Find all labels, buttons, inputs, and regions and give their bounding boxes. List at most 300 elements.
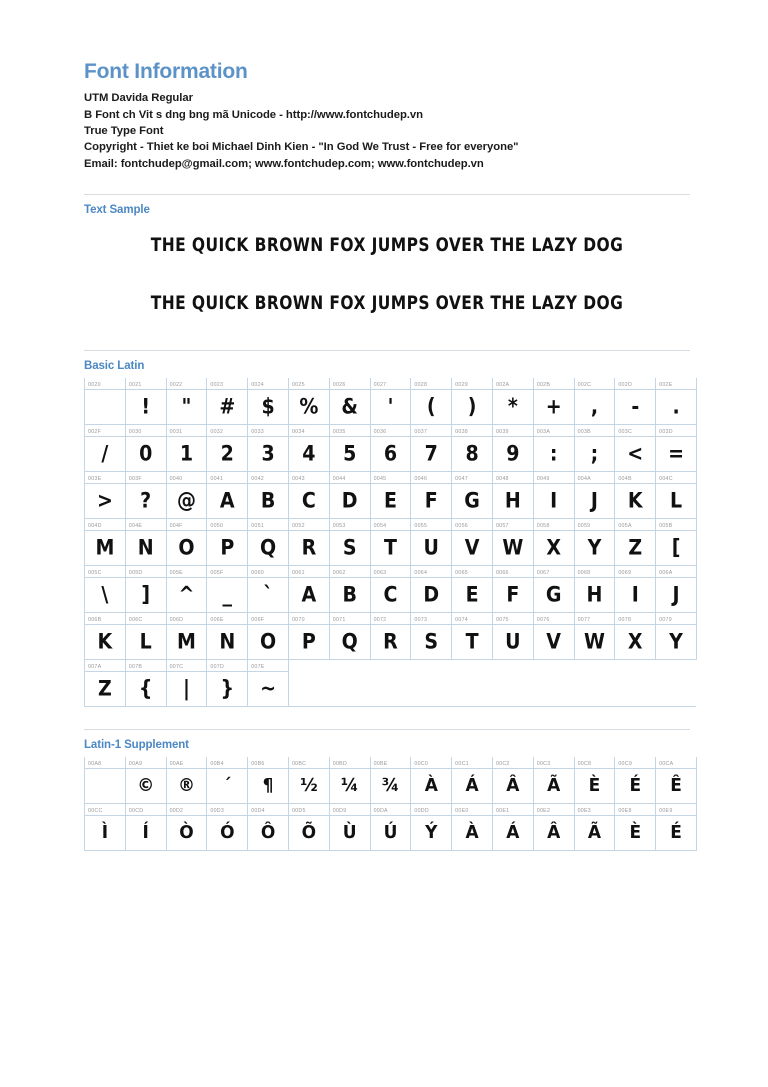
glyph-cell[interactable] — [574, 519, 615, 566]
glyph-character: À — [424, 775, 438, 797]
glyph-character: Â — [547, 822, 561, 844]
glyph-character: ¾ — [381, 775, 400, 797]
glyph-character: ~ — [260, 676, 277, 701]
glyph-cell[interactable] — [248, 378, 289, 425]
glyph-character: N — [137, 535, 154, 560]
text-sample-list — [84, 220, 690, 346]
glyph-cell[interactable] — [125, 613, 166, 660]
glyph-cell[interactable] — [207, 660, 248, 707]
glyph-cell[interactable] — [166, 660, 207, 707]
glyph-cell[interactable] — [370, 425, 411, 472]
glyph-codepoint: 0043 — [291, 476, 305, 483]
glyph-codepoint: 00C8 — [577, 761, 592, 768]
glyph-cell[interactable] — [656, 566, 697, 613]
glyph-cell[interactable] — [166, 566, 207, 613]
glyph-character: Á — [465, 775, 479, 797]
glyph-codepoint: 0056 — [455, 523, 468, 530]
glyph-character: G — [464, 488, 480, 513]
glyph-cell[interactable] — [492, 757, 533, 804]
glyph-character: 7 — [424, 441, 438, 466]
glyph-cell[interactable] — [248, 472, 289, 519]
glyph-cell[interactable] — [125, 519, 166, 566]
glyph-codepoint: 0034 — [291, 429, 305, 436]
glyph-character: , — [590, 394, 599, 419]
text-sample-line: THE QUICK BROWN FOX JUMPS OVER THE LAZY DOG — [150, 234, 624, 256]
glyph-cell[interactable] — [288, 519, 329, 566]
glyph-character: Ò — [179, 822, 194, 844]
font-metadata-list — [84, 90, 690, 172]
glyph-cell[interactable] — [248, 519, 289, 566]
glyph-codepoint: 0031 — [169, 429, 183, 436]
glyph-character: { — [138, 676, 153, 701]
glyph-codepoint: 006D — [169, 617, 184, 624]
glyph-codepoint: 0041 — [210, 476, 224, 483]
glyph-character: # — [219, 394, 236, 419]
glyph-codepoint: 003F — [128, 476, 142, 483]
glyph-character: Ý — [425, 822, 438, 844]
glyph-cell[interactable] — [329, 472, 370, 519]
glyph-cell[interactable] — [615, 472, 656, 519]
glyph-cell[interactable] — [533, 472, 574, 519]
glyph-character: F — [506, 582, 520, 607]
glyph-cell[interactable] — [125, 804, 166, 851]
glyph-cell[interactable] — [329, 425, 370, 472]
glyph-codepoint: 0051 — [251, 523, 264, 530]
glyph-codepoint: 0061 — [291, 570, 305, 577]
glyph-cell[interactable] — [492, 566, 533, 613]
font-metadata-line: Copyright - Thiet ke boi Michael Dinh Kien - "In God We Trust - Free for everyone" — [84, 141, 519, 154]
glyph-codepoint: 006F — [251, 617, 265, 624]
glyph-character: J — [590, 488, 598, 513]
glyph-character: W — [583, 629, 605, 654]
glyph-codepoint: 00E1 — [495, 808, 510, 815]
glyph-character: V — [464, 535, 480, 560]
section-latin1-supplement — [84, 729, 690, 851]
glyph-character: A — [301, 582, 317, 607]
glyph-cell[interactable] — [411, 757, 452, 804]
glyph-character: L — [670, 488, 683, 513]
glyph-codepoint: 00D4 — [251, 808, 265, 815]
glyph-cell[interactable] — [574, 757, 615, 804]
glyph-codepoint: 005A — [618, 523, 632, 530]
glyph-character: ] — [141, 582, 151, 607]
glyph-codepoint: 0023 — [210, 382, 224, 389]
glyph-character: S — [342, 535, 357, 560]
glyph-cell[interactable] — [207, 472, 248, 519]
glyph-character: & — [341, 394, 358, 419]
glyph-character: ' — [387, 394, 394, 419]
glyph-cell[interactable] — [574, 378, 615, 425]
glyph-character: T — [383, 535, 397, 560]
glyph-cell[interactable] — [574, 472, 615, 519]
glyph-character: Í — [142, 822, 149, 844]
glyph-character: 2 — [220, 441, 234, 466]
glyph-cell[interactable] — [370, 613, 411, 660]
glyph-codepoint: 0065 — [455, 570, 468, 577]
glyph-cell[interactable] — [207, 378, 248, 425]
glyph-cell[interactable] — [452, 519, 493, 566]
glyph-codepoint: 0077 — [577, 617, 591, 624]
glyph-cell[interactable] — [492, 472, 533, 519]
glyph-codepoint: 0068 — [577, 570, 591, 577]
glyph-cell[interactable] — [411, 378, 452, 425]
glyph-codepoint: 007D — [210, 664, 225, 671]
glyph-cell[interactable] — [329, 519, 370, 566]
glyph-codepoint: 0070 — [291, 617, 305, 624]
glyph-cell[interactable] — [656, 378, 697, 425]
glyph-codepoint: 006E — [210, 617, 224, 624]
glyph-codepoint: 0025 — [291, 382, 305, 389]
glyph-cell[interactable] — [125, 757, 166, 804]
glyph-cell[interactable] — [533, 804, 574, 851]
glyph-cell[interactable] — [329, 566, 370, 613]
glyph-cell[interactable] — [288, 613, 329, 660]
glyph-codepoint: 0074 — [455, 617, 468, 624]
glyph-codepoint: 00C1 — [455, 761, 469, 768]
glyph-codepoint: 0020 — [88, 382, 101, 389]
glyph-cell[interactable] — [615, 378, 656, 425]
glyph-cell[interactable] — [615, 425, 656, 472]
glyph-table-basic-latin — [84, 378, 697, 707]
glyph-cell-empty — [574, 660, 615, 707]
glyph-cell[interactable] — [166, 613, 207, 660]
glyph-cell[interactable] — [85, 472, 126, 519]
glyph-codepoint: 004B — [618, 476, 632, 483]
glyph-cell[interactable] — [288, 425, 329, 472]
glyph-character: 8 — [465, 441, 479, 466]
section-title-text-sample: Text Sample — [84, 204, 150, 217]
glyph-codepoint: 0030 — [128, 429, 142, 436]
glyph-codepoint: 0032 — [210, 429, 224, 436]
glyph-character: T — [465, 629, 479, 654]
glyph-cell[interactable] — [85, 566, 126, 613]
glyph-cell[interactable] — [656, 613, 697, 660]
glyph-codepoint: 00BE — [373, 761, 388, 768]
glyph-cell[interactable] — [533, 519, 574, 566]
glyph-character: : — [549, 441, 558, 466]
glyph-cell[interactable] — [492, 519, 533, 566]
glyph-character: M — [95, 535, 115, 560]
glyph-cell[interactable] — [411, 425, 452, 472]
glyph-codepoint: 00B6 — [251, 761, 265, 768]
glyph-cell[interactable] — [411, 566, 452, 613]
glyph-cell[interactable] — [370, 804, 411, 851]
glyph-cell[interactable] — [288, 378, 329, 425]
glyph-character: C — [383, 582, 398, 607]
glyph-codepoint: 005E — [169, 570, 183, 577]
glyph-cell[interactable] — [370, 757, 411, 804]
glyph-codepoint: 004A — [577, 476, 591, 483]
glyph-codepoint: 00A8 — [88, 761, 102, 768]
glyph-codepoint: 00CC — [88, 808, 103, 815]
glyph-codepoint: 0055 — [414, 523, 428, 530]
glyph-cell[interactable] — [207, 566, 248, 613]
glyph-codepoint: 0062 — [332, 570, 346, 577]
glyph-row — [85, 566, 697, 613]
glyph-cell[interactable] — [452, 804, 493, 851]
glyph-character: D — [423, 582, 440, 607]
glyph-cell-empty — [492, 660, 533, 707]
glyph-cell[interactable] — [248, 425, 289, 472]
page-title: Font Information — [84, 60, 248, 83]
glyph-cell[interactable] — [248, 804, 289, 851]
glyph-codepoint: 006A — [659, 570, 673, 577]
glyph-codepoint: 003E — [88, 476, 102, 483]
glyph-cell[interactable] — [329, 378, 370, 425]
glyph-character: ! — [141, 394, 151, 419]
glyph-character: = — [668, 441, 685, 466]
glyph-character: Ã — [587, 822, 602, 844]
glyph-codepoint: 0064 — [414, 570, 428, 577]
glyph-cell[interactable] — [125, 660, 166, 707]
glyph-codepoint: 0057 — [495, 523, 509, 530]
glyph-cell-empty — [615, 660, 656, 707]
glyph-cell[interactable] — [615, 804, 656, 851]
glyph-codepoint: 0039 — [495, 429, 509, 436]
glyph-cell[interactable] — [492, 613, 533, 660]
glyph-cell[interactable] — [370, 519, 411, 566]
glyph-cell[interactable] — [492, 804, 533, 851]
glyph-character: 1 — [179, 441, 194, 466]
glyph-cell[interactable] — [615, 613, 656, 660]
glyph-cell[interactable] — [411, 804, 452, 851]
glyph-codepoint: 00C0 — [414, 761, 429, 768]
glyph-character: 6 — [383, 441, 398, 466]
glyph-codepoint: 0037 — [414, 429, 428, 436]
glyph-codepoint: 006C — [128, 617, 143, 624]
glyph-codepoint: 00E0 — [455, 808, 469, 815]
glyph-cell[interactable] — [288, 566, 329, 613]
glyph-cell[interactable] — [574, 566, 615, 613]
glyph-cell[interactable] — [85, 519, 126, 566]
glyph-cell[interactable] — [533, 378, 574, 425]
glyph-character: À — [465, 822, 479, 844]
glyph-cell[interactable] — [656, 425, 697, 472]
glyph-codepoint: 002F — [88, 429, 102, 436]
glyph-cell[interactable] — [329, 757, 370, 804]
glyph-cell[interactable] — [166, 804, 207, 851]
glyph-codepoint: 0029 — [455, 382, 468, 389]
glyph-cell[interactable] — [329, 804, 370, 851]
glyph-cell[interactable] — [533, 425, 574, 472]
glyph-codepoint: 0027 — [373, 382, 387, 389]
glyph-character: É — [629, 775, 642, 797]
glyph-cell[interactable] — [615, 519, 656, 566]
glyph-character: " — [181, 394, 192, 419]
glyph-cell[interactable] — [166, 378, 207, 425]
glyph-cell[interactable] — [656, 472, 697, 519]
glyph-cell[interactable] — [452, 472, 493, 519]
glyph-codepoint: 007E — [251, 664, 265, 671]
glyph-character: S — [424, 629, 439, 654]
glyph-cell[interactable] — [615, 566, 656, 613]
glyph-cell[interactable] — [574, 613, 615, 660]
glyph-character: + — [545, 394, 562, 419]
glyph-cell[interactable] — [533, 566, 574, 613]
glyph-cell[interactable] — [248, 613, 289, 660]
glyph-character: F — [424, 488, 438, 513]
glyph-character: $ — [261, 394, 275, 419]
glyph-cell[interactable] — [248, 757, 289, 804]
glyph-codepoint: 00C2 — [495, 761, 510, 768]
glyph-cell[interactable] — [370, 472, 411, 519]
glyph-codepoint: 0021 — [128, 382, 142, 389]
glyph-cell[interactable] — [166, 519, 207, 566]
glyph-character: ( — [426, 394, 436, 419]
glyph-cell[interactable] — [125, 378, 166, 425]
glyph-character: O — [178, 535, 195, 560]
glyph-cell[interactable] — [492, 378, 533, 425]
glyph-codepoint: 002A — [495, 382, 510, 389]
glyph-cell[interactable] — [85, 804, 126, 851]
glyph-codepoint: 0047 — [455, 476, 468, 483]
glyph-row — [85, 519, 697, 566]
glyph-codepoint: 0060 — [251, 570, 264, 577]
glyph-character: Õ — [301, 822, 317, 844]
glyph-character: \ — [101, 582, 109, 607]
glyph-cell[interactable] — [656, 757, 697, 804]
glyph-row — [85, 757, 697, 804]
glyph-cell[interactable] — [207, 519, 248, 566]
glyph-codepoint: 00E9 — [659, 808, 673, 815]
glyph-character: * — [507, 394, 518, 419]
glyph-cell[interactable] — [574, 425, 615, 472]
glyph-cell[interactable] — [85, 660, 126, 707]
glyph-cell[interactable] — [615, 757, 656, 804]
glyph-character: Ê — [670, 775, 682, 797]
font-metadata-line: Email: fontchudep@gmail.com; www.fontchudep.com; www.fontchudep.vn — [84, 157, 484, 170]
glyph-cell[interactable] — [207, 613, 248, 660]
glyph-codepoint: 00BD — [332, 761, 348, 768]
glyph-codepoint: 0052 — [291, 523, 305, 530]
glyph-codepoint: 002B — [536, 382, 551, 389]
glyph-cell[interactable] — [85, 613, 126, 660]
glyph-character: ¶ — [262, 775, 274, 797]
glyph-codepoint: 00E3 — [577, 808, 591, 815]
glyph-character: N — [219, 629, 236, 654]
glyph-cell[interactable] — [411, 519, 452, 566]
glyph-character: O — [260, 629, 277, 654]
glyph-codepoint: 007B — [128, 664, 143, 671]
text-sample-line: THE QUICK BROWN FOX JUMPS OVER THE LAZY DOG — [150, 292, 624, 314]
glyph-cell[interactable] — [329, 613, 370, 660]
glyph-codepoint: 00C9 — [618, 761, 633, 768]
font-metadata-line: B Font ch Vit s dng bng mã Unicode - http://www.fontchudep.vn — [84, 108, 423, 121]
glyph-cell[interactable] — [207, 425, 248, 472]
glyph-character: È — [629, 822, 642, 844]
glyph-cell[interactable] — [166, 472, 207, 519]
glyph-character: _ — [222, 582, 233, 607]
glyph-character: X — [627, 629, 643, 654]
glyph-cell[interactable] — [125, 566, 166, 613]
glyph-character: K — [97, 629, 113, 654]
glyph-character: X — [546, 535, 561, 560]
glyph-codepoint: 002D — [618, 382, 633, 389]
glyph-codepoint: 003A — [536, 429, 551, 436]
glyph-table-latin1-supplement — [84, 757, 697, 851]
glyph-cell[interactable] — [248, 660, 289, 707]
glyph-character: É — [670, 822, 682, 844]
glyph-character: [ — [671, 535, 681, 560]
glyph-cell[interactable] — [574, 804, 615, 851]
glyph-cell[interactable] — [452, 613, 493, 660]
glyph-cell[interactable] — [533, 613, 574, 660]
glyph-cell[interactable] — [452, 757, 493, 804]
glyph-codepoint: 00DA — [373, 808, 388, 815]
glyph-codepoint: 007A — [88, 664, 102, 671]
glyph-row — [85, 804, 697, 851]
glyph-character: ? — [140, 488, 152, 513]
glyph-codepoint: 002C — [577, 382, 592, 389]
glyph-cell[interactable] — [370, 566, 411, 613]
glyph-codepoint: 0072 — [373, 617, 387, 624]
glyph-cell[interactable] — [85, 757, 126, 804]
glyph-cell[interactable] — [248, 566, 289, 613]
section-title-latin1-supplement: Latin-1 Supplement — [84, 739, 189, 752]
glyph-codepoint: 003D — [659, 429, 673, 436]
glyph-cell[interactable] — [533, 757, 574, 804]
glyph-codepoint: 00E2 — [536, 808, 551, 815]
glyph-character: / — [101, 441, 109, 466]
glyph-codepoint: 0040 — [169, 476, 183, 483]
glyph-cell[interactable] — [85, 378, 126, 425]
glyph-cell[interactable] — [452, 425, 493, 472]
glyph-character: G — [545, 582, 562, 607]
glyph-cell[interactable] — [411, 613, 452, 660]
glyph-row — [85, 613, 697, 660]
glyph-cell[interactable] — [207, 757, 248, 804]
glyph-cell[interactable] — [125, 472, 166, 519]
glyph-cell-empty — [533, 660, 574, 707]
glyph-character: | — [183, 676, 190, 701]
glyph-character: Ó — [220, 822, 235, 844]
glyph-character: Y — [587, 535, 602, 560]
font-metadata-line: UTM Davida Regular — [84, 92, 193, 105]
glyph-character: 9 — [506, 441, 520, 466]
glyph-cell[interactable] — [411, 472, 452, 519]
glyph-character: ¼ — [340, 775, 359, 797]
glyph-cell[interactable] — [288, 757, 329, 804]
glyph-cell[interactable] — [166, 757, 207, 804]
glyph-codepoint: 00D2 — [169, 808, 184, 815]
glyph-cell[interactable] — [288, 472, 329, 519]
glyph-cell[interactable] — [452, 566, 493, 613]
glyph-cell[interactable] — [207, 804, 248, 851]
glyph-cell[interactable] — [288, 804, 329, 851]
font-information-block — [84, 60, 690, 172]
glyph-character: P — [301, 629, 316, 654]
glyph-codepoint: 004F — [169, 523, 183, 530]
glyph-cell[interactable] — [166, 425, 207, 472]
glyph-character — [85, 390, 125, 424]
section-text-sample — [84, 194, 690, 346]
glyph-cell[interactable] — [492, 425, 533, 472]
glyph-cell[interactable] — [452, 378, 493, 425]
glyph-codepoint: 00E8 — [618, 808, 632, 815]
glyph-cell[interactable] — [370, 378, 411, 425]
glyph-character: Ã — [547, 775, 561, 797]
glyph-codepoint: 0066 — [495, 570, 509, 577]
glyph-cell[interactable] — [656, 804, 697, 851]
glyph-codepoint: 0046 — [414, 476, 428, 483]
glyph-character: - — [631, 394, 640, 419]
glyph-character: P — [220, 535, 235, 560]
glyph-character: ® — [177, 775, 195, 797]
glyph-cell[interactable] — [85, 425, 126, 472]
glyph-cell[interactable] — [125, 425, 166, 472]
glyph-cell[interactable] — [656, 519, 697, 566]
glyph-character: È — [588, 775, 601, 797]
